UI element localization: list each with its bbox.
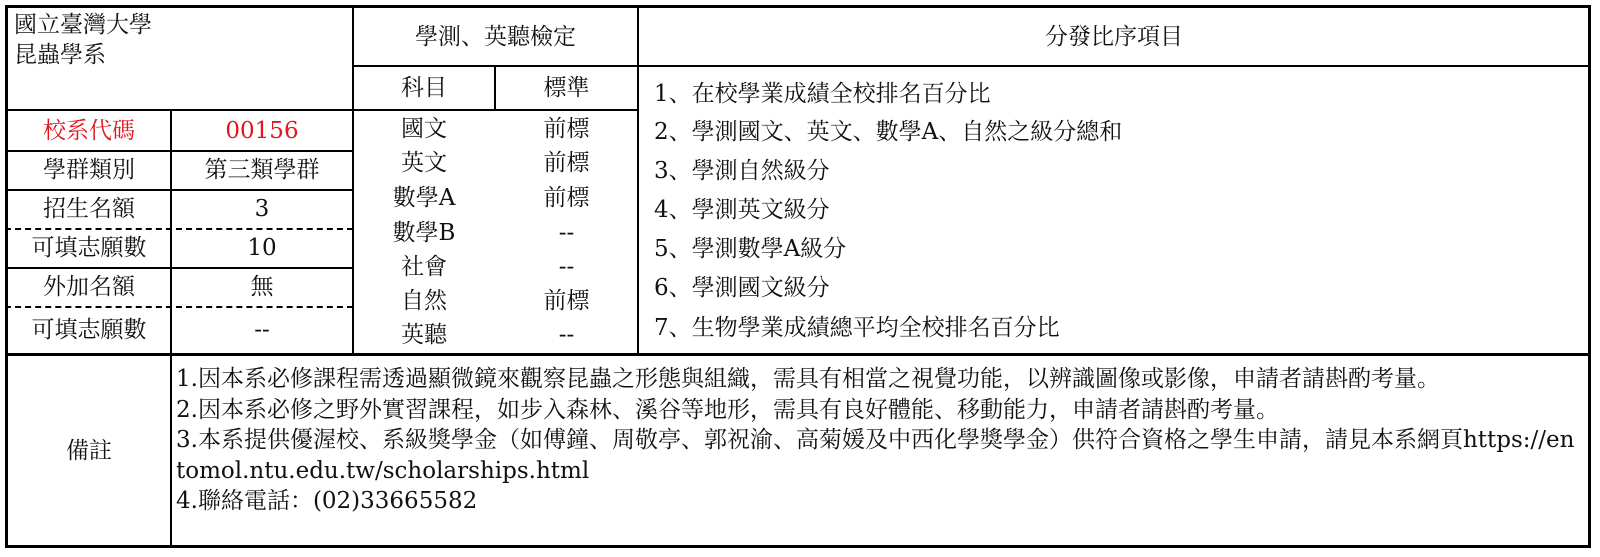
info-label: 外加名額 bbox=[43, 274, 135, 300]
exam-section-title: 學測、英聽檢定 bbox=[415, 24, 576, 50]
info-label: 可填志願數 bbox=[31, 235, 147, 261]
exam-standard: -- bbox=[558, 254, 575, 280]
standard-column-header: 標準 bbox=[543, 75, 590, 101]
exam-standard: -- bbox=[558, 322, 575, 348]
ranking-section-title: 分發比序項目 bbox=[1045, 24, 1183, 50]
exam-subject: 數學B bbox=[392, 220, 456, 246]
department-name: 昆蟲學系 bbox=[14, 42, 106, 68]
remark-line: 2.因本系必修之野外實習課程，如步入森林、溪谷等地形，需具有良好體能、移動能力，申請者請斟酌考量。 bbox=[176, 396, 1279, 423]
divider bbox=[5, 109, 639, 111]
ranking-item: 6、學測國文級分 bbox=[654, 275, 830, 301]
ranking-item: 7、生物學業成績總平均全校排名百分比 bbox=[654, 315, 1060, 341]
ranking-item: 5、學測數學A級分 bbox=[654, 236, 847, 262]
info-value: 10 bbox=[247, 235, 277, 261]
exam-standard: 前標 bbox=[543, 116, 590, 142]
remark-line: 3.本系提供優渥校、系級獎學金（如傅鐘、周敬亭、郭祝渝、高菊媛及中西化學獎學金）供符合資格之學生申請，請見本系網頁https://entomol.ntu.edu.tw/scholarships.html bbox=[176, 427, 1575, 484]
info-label: 校系代碼 bbox=[43, 118, 135, 144]
ranking-item: 3、學測自然級分 bbox=[654, 158, 830, 184]
divider bbox=[352, 65, 1589, 67]
school-name: 國立臺灣大學 bbox=[14, 12, 152, 38]
exam-subject: 國文 bbox=[401, 116, 447, 142]
divider bbox=[5, 267, 353, 269]
remarks-content bbox=[176, 364, 1581, 517]
divider bbox=[5, 150, 353, 152]
remarks-label: 備註 bbox=[66, 438, 112, 464]
divider bbox=[5, 353, 1591, 356]
info-label: 招生名額 bbox=[43, 196, 135, 222]
info-label: 學群類別 bbox=[43, 157, 135, 183]
exam-subject: 英文 bbox=[401, 150, 447, 176]
divider bbox=[637, 5, 639, 355]
remark-line: 4.聯絡電話：(02)33665582 bbox=[176, 488, 478, 514]
exam-subject: 自然 bbox=[401, 288, 447, 314]
remark-line: 1.因本系必修課程需透過顯微鏡來觀察昆蟲之形態與組織，需具有相當之視覺功能，以辨識圖像或影像，申請者請斟酌考量。 bbox=[176, 366, 1440, 392]
exam-standard: 前標 bbox=[543, 288, 590, 314]
exam-standard: -- bbox=[558, 220, 575, 246]
info-label: 可填志願數 bbox=[31, 317, 147, 343]
ranking-item: 4、學測英文級分 bbox=[654, 197, 830, 223]
info-value: 無 bbox=[250, 274, 274, 300]
exam-standard: 前標 bbox=[543, 185, 590, 211]
dashed-divider bbox=[5, 306, 353, 308]
ranking-item: 1、在校學業成績全校排名百分比 bbox=[654, 81, 991, 107]
dashed-divider bbox=[5, 228, 353, 230]
exam-subject: 社會 bbox=[401, 254, 447, 280]
info-value: -- bbox=[254, 317, 270, 343]
subject-column-header: 科目 bbox=[401, 75, 447, 101]
info-value: 第三類學群 bbox=[204, 157, 320, 183]
exam-subject: 數學A bbox=[392, 185, 456, 211]
info-value: 3 bbox=[254, 196, 270, 222]
exam-subject: 英聽 bbox=[401, 322, 447, 348]
ranking-item: 2、學測國文、英文、數學A、自然之級分總和 bbox=[654, 119, 1123, 145]
divider bbox=[5, 189, 353, 191]
exam-standard: 前標 bbox=[543, 150, 590, 176]
info-value: 00156 bbox=[225, 118, 299, 144]
